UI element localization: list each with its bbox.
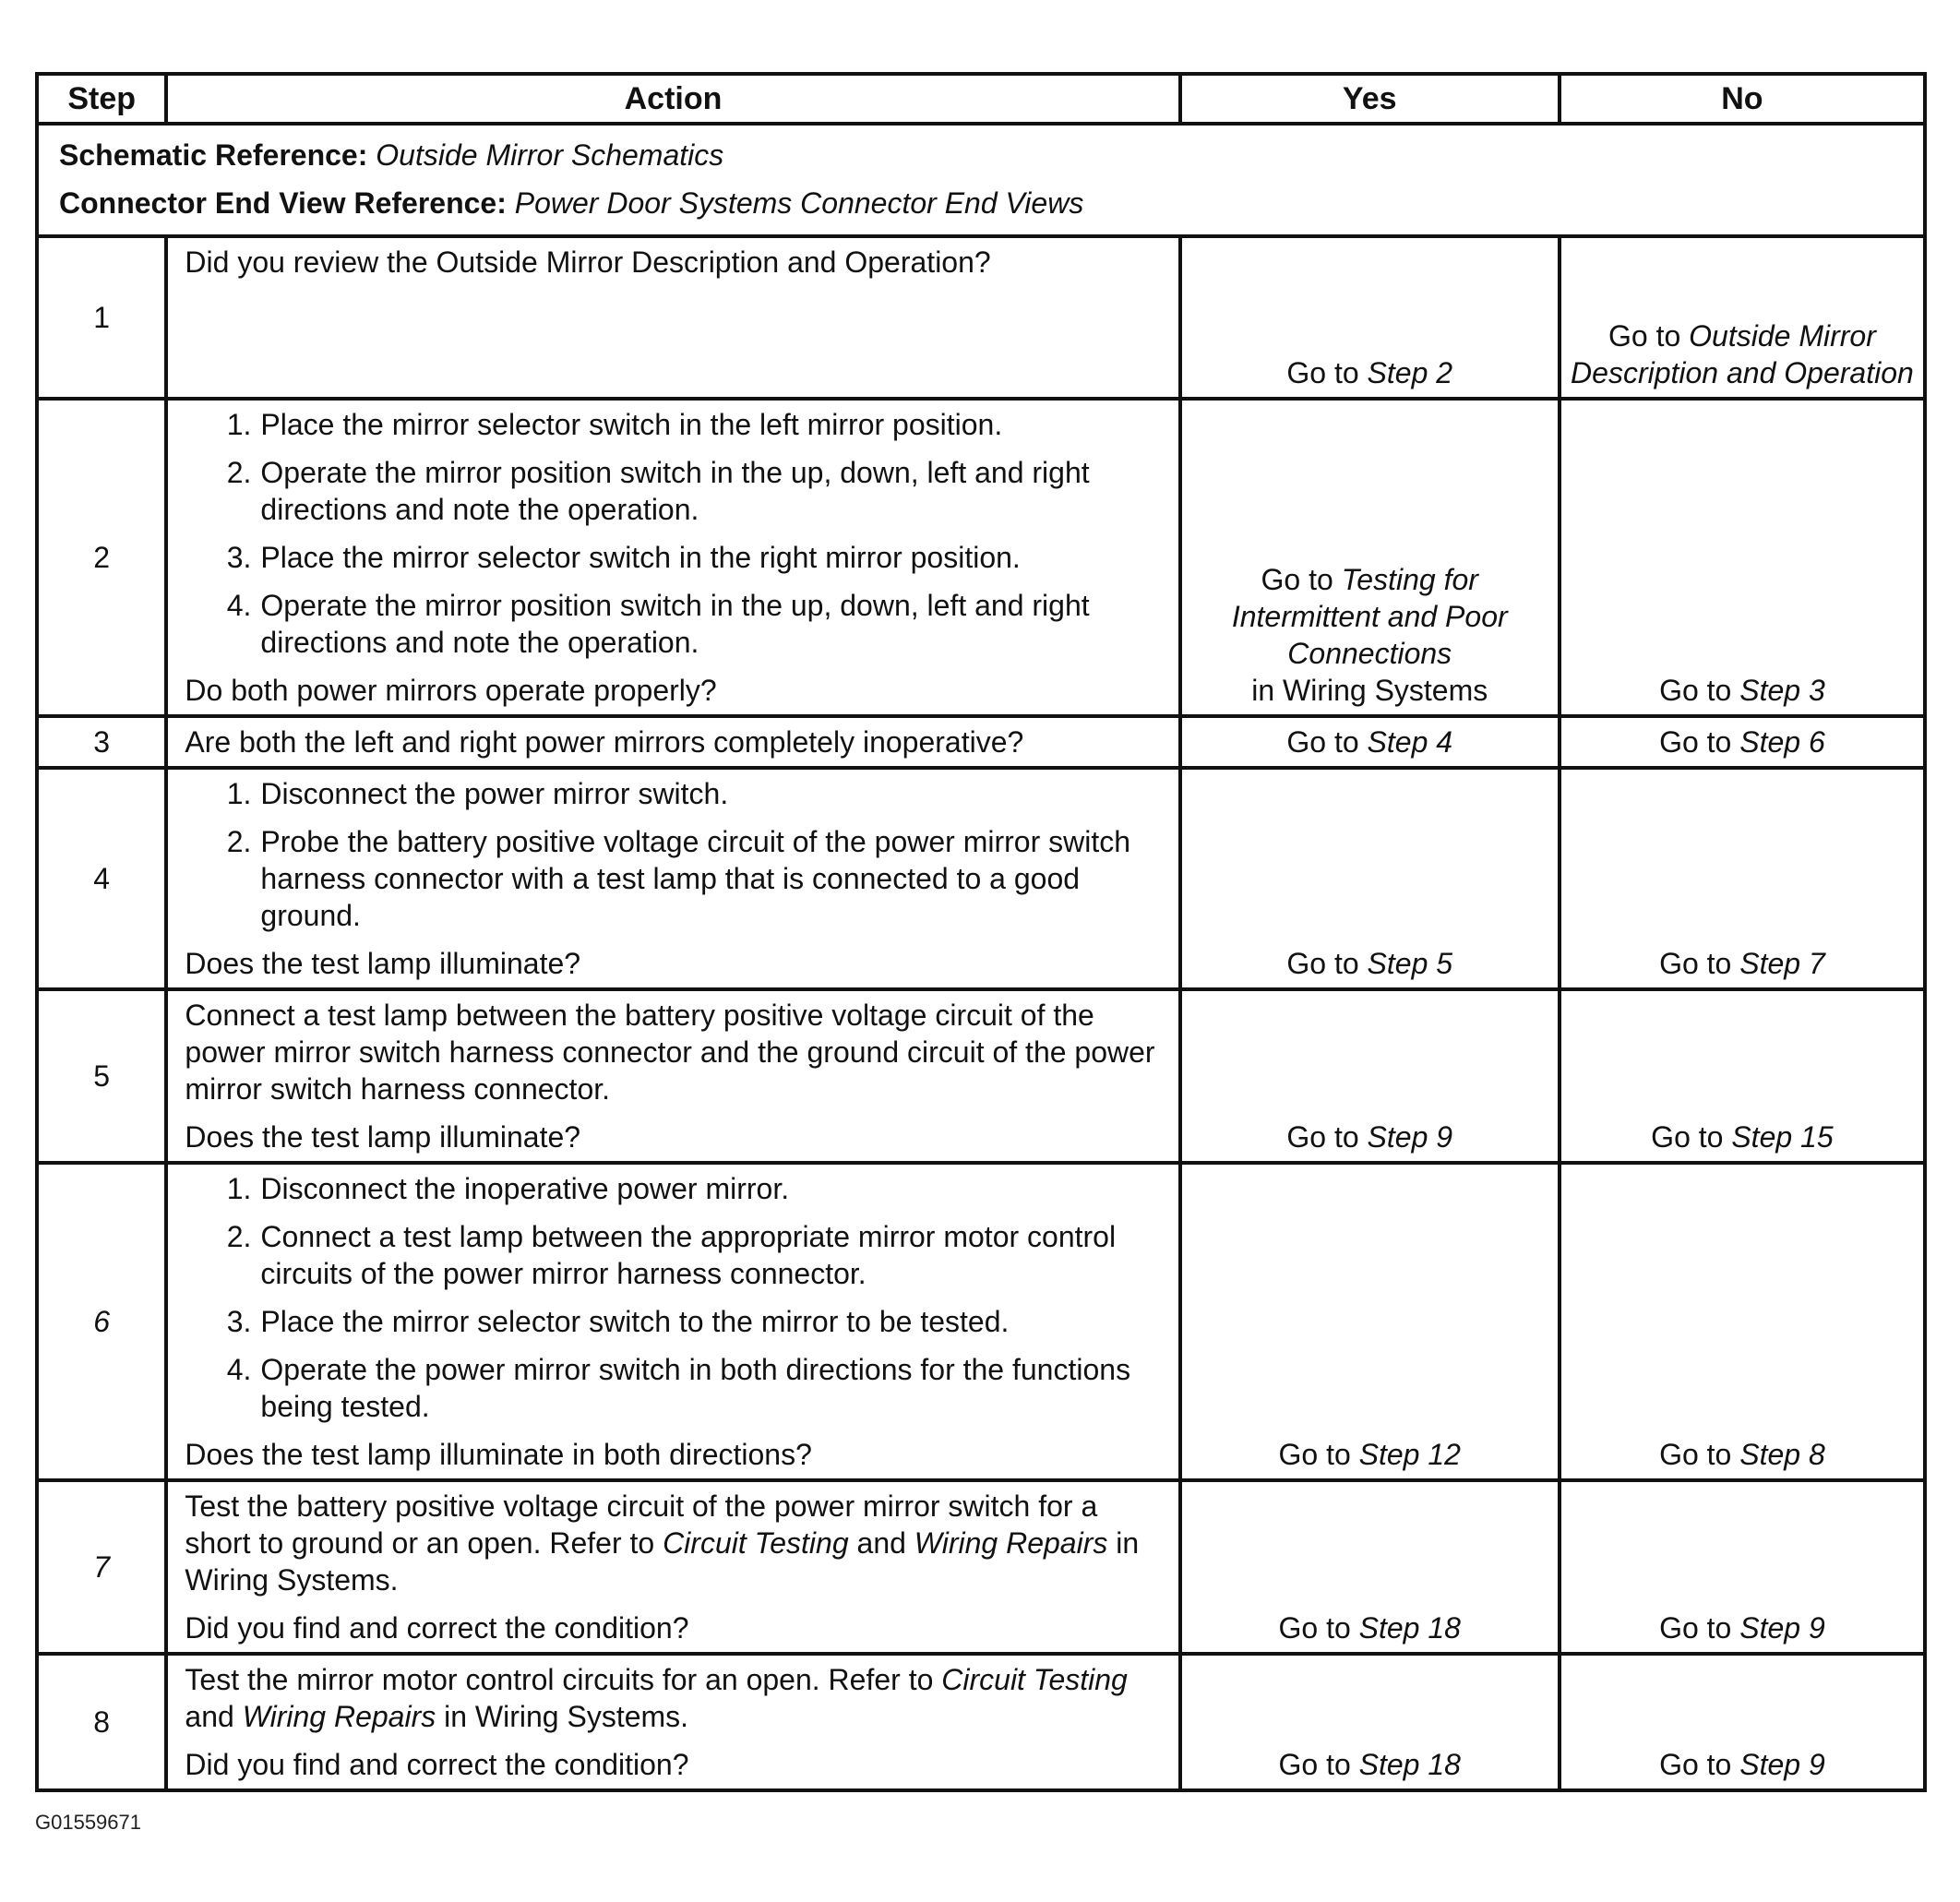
yes-link[interactable]: Step 4 (1367, 725, 1453, 759)
table-row (37, 1654, 1925, 1790)
step-number: 1 (37, 236, 166, 399)
schematic-reference-link[interactable]: Outside Mirror Schematics (376, 138, 724, 172)
yes-link[interactable]: Step 12 (1358, 1438, 1461, 1471)
yes-link[interactable]: Step 18 (1358, 1748, 1461, 1781)
no-prefix: Go to (1659, 947, 1732, 980)
header-no: No (1560, 74, 1925, 124)
action-question: Did you find and correct the condition? (185, 1611, 689, 1645)
list-item: 4. Operate the mirror position switch in the up, down, left and right directions and note the operation. (226, 589, 1090, 659)
step-number: 8 (37, 1654, 166, 1790)
yes-prefix: Go to (1286, 947, 1359, 980)
list-item: 2. Probe the battery positive voltage circuit of the power mirror switch harness connector with a test lamp that is connected to a good ground. (226, 825, 1131, 932)
no-link[interactable]: Step 3 (1739, 674, 1825, 707)
yes-prefix: Go to (1278, 1438, 1351, 1471)
yes-cell (1180, 768, 1560, 989)
yes-link[interactable]: Step 5 (1367, 947, 1453, 980)
table-row (37, 236, 1925, 399)
no-prefix: Go to (1651, 1120, 1724, 1154)
yes-prefix: Go to (1286, 356, 1359, 389)
circuit-testing-link[interactable]: Circuit Testing (941, 1663, 1128, 1696)
action-question: Does the test lamp illuminate in both directions? (185, 1438, 812, 1471)
action-question: Does the test lamp illuminate? (185, 947, 581, 980)
no-prefix: Go to (1607, 319, 1681, 353)
list-item: 2. Connect a test lamp between the appropriate mirror motor control circuits of the power mirror harness connector. (226, 1220, 1117, 1290)
action-cell (166, 768, 1179, 989)
no-prefix: Go to (1659, 1611, 1732, 1645)
action-steps (185, 406, 1165, 661)
action-question: Does the test lamp illuminate? (185, 1120, 581, 1154)
action-question: Are both the left and right power mirrors completely inoperative? (185, 725, 1024, 759)
no-cell (1560, 768, 1925, 989)
reference-cell (37, 124, 1925, 236)
circuit-testing-link[interactable]: Circuit Testing (663, 1526, 849, 1560)
step-number: 2 (37, 399, 166, 716)
list-item: 3. Place the mirror selector switch to the mirror to be tested. (226, 1305, 1010, 1338)
step-number: 4 (37, 768, 166, 989)
yes-prefix: Go to (1278, 1611, 1351, 1645)
connector-reference (59, 179, 1903, 227)
step-number: 3 (37, 716, 166, 768)
no-prefix: Go to (1659, 674, 1732, 707)
yes-cell (1180, 399, 1560, 716)
list-item: 2. Operate the mirror position switch in the up, down, left and right directions and note the operation. (226, 456, 1090, 526)
action-cell (166, 399, 1179, 716)
no-link[interactable]: Step 9 (1739, 1611, 1825, 1645)
yes-link[interactable]: Step 2 (1367, 356, 1453, 389)
wiring-repairs-link[interactable]: Wiring Repairs (242, 1700, 436, 1733)
no-prefix: Go to (1659, 1438, 1732, 1471)
no-cell (1560, 236, 1925, 399)
figure-id: G01559671 (35, 1811, 141, 1834)
yes-cell (1180, 236, 1560, 399)
yes-link[interactable]: Testing for Intermittent and Poor Connections (1231, 563, 1508, 670)
list-item: 1. Disconnect the inoperative power mirror. (226, 1172, 790, 1205)
no-cell (1560, 1480, 1925, 1654)
no-link[interactable]: Step 8 (1739, 1438, 1825, 1471)
list-item: 3. Place the mirror selector switch in the right mirror position. (226, 541, 1021, 574)
yes-prefix: Go to (1286, 725, 1359, 759)
no-cell (1560, 716, 1925, 768)
list-item: 1. Disconnect the power mirror switch. (226, 777, 729, 810)
no-prefix: Go to (1659, 1748, 1732, 1781)
table-row (37, 1480, 1925, 1654)
schematic-reference (59, 131, 1903, 179)
wiring-repairs-link[interactable]: Wiring Repairs (914, 1526, 1108, 1560)
no-prefix: Go to (1659, 725, 1732, 759)
action-question: Do both power mirrors operate properly? (185, 674, 717, 707)
table-row (37, 1163, 1925, 1480)
action-cell (166, 1163, 1179, 1480)
action-cell (166, 1480, 1179, 1654)
step-number: 7 (37, 1480, 166, 1654)
yes-prefix: Go to (1286, 1120, 1359, 1154)
yes-link[interactable]: Step 9 (1367, 1120, 1453, 1154)
table-row (37, 399, 1925, 716)
schematic-reference-label: Schematic Reference: (59, 138, 368, 172)
header-row (37, 74, 1925, 124)
action-cell (166, 236, 1179, 399)
action-cell (166, 989, 1179, 1163)
yes-cell (1180, 1163, 1560, 1480)
list-item: 1. Place the mirror selector switch in the left mirror position. (226, 408, 1003, 441)
yes-cell (1180, 989, 1560, 1163)
header-action: Action (166, 74, 1179, 124)
step-number: 5 (37, 989, 166, 1163)
action-steps (185, 775, 1165, 934)
table-row (37, 989, 1925, 1163)
yes-cell (1180, 716, 1560, 768)
list-item: 4. Operate the power mirror switch in both directions for the functions being tested. (226, 1353, 1131, 1423)
no-link[interactable]: Outside Mirror Description and Operation (1571, 319, 1914, 389)
no-cell (1560, 399, 1925, 716)
action-steps (185, 1170, 1165, 1425)
connector-reference-link[interactable]: Power Door Systems Connector End Views (514, 186, 1084, 220)
no-cell (1560, 989, 1925, 1163)
yes-link[interactable]: Step 18 (1358, 1611, 1461, 1645)
no-link[interactable]: Step 15 (1731, 1120, 1834, 1154)
no-link[interactable]: Step 9 (1739, 1748, 1825, 1781)
action-text: Test the battery positive voltage circuit of the power mirror switch for a short to ground or an open. Refer to Circuit Testing and Wiring Repairs in Wiring Systems. (185, 1489, 1140, 1597)
header-step: Step (37, 74, 166, 124)
action-text: Did you review the Outside Mirror Description and Operation? (185, 245, 991, 279)
yes-cell (1180, 1480, 1560, 1654)
action-cell (166, 716, 1179, 768)
no-cell (1560, 1163, 1925, 1480)
action-text: Test the mirror motor control circuits for an open. Refer to Circuit Testing and Wiring Repairs in Wiring Systems. (185, 1663, 1128, 1733)
connector-reference-label: Connector End View Reference: (59, 186, 507, 220)
table-row (37, 768, 1925, 989)
table-row (37, 716, 1925, 768)
action-question: Did you find and correct the condition? (185, 1748, 689, 1781)
action-cell (166, 1654, 1179, 1790)
yes-cell (1180, 1654, 1560, 1790)
yes-suffix: in Wiring Systems (1251, 674, 1488, 707)
step-number: 6 (37, 1163, 166, 1480)
diagnostic-table (35, 72, 1927, 1792)
action-text: Connect a test lamp between the battery positive voltage circuit of the power mirror switch harness connector and the ground circuit of the power mirror switch harness connector. (185, 999, 1155, 1106)
no-link[interactable]: Step 7 (1739, 947, 1825, 980)
header-yes: Yes (1180, 74, 1560, 124)
no-link[interactable]: Step 6 (1739, 725, 1825, 759)
yes-prefix: Go to (1261, 563, 1333, 596)
no-cell (1560, 1654, 1925, 1790)
reference-row (37, 124, 1925, 236)
yes-prefix: Go to (1278, 1748, 1351, 1781)
